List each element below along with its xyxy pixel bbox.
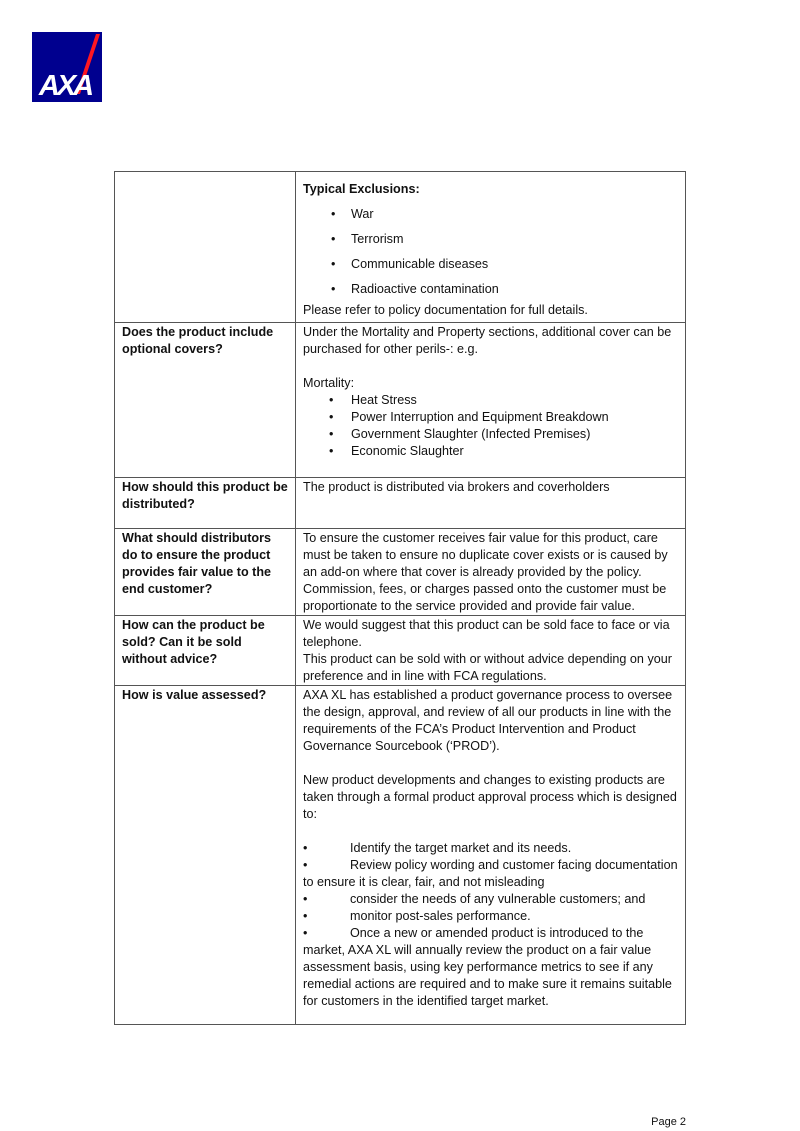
question-cell: How should this product be distributed? [115, 478, 296, 529]
empty-question-cell [115, 172, 296, 323]
list-item: • Radioactive contamination [303, 277, 678, 302]
list-item [303, 840, 678, 857]
answer-cell: To ensure the customer receives fair value for this product, care must be taken to ensure no duplicate cover exists or is caused by an add-on where that cover is already provided by the policy. Commission, fees, or charges passed onto the customer must be proportionate to the service provided and provide fair value. [296, 529, 686, 616]
exclusions-title: Typical Exclusions: [303, 182, 420, 196]
value-para-1: AXA XL has established a product governance process to oversee the design, approval, and review of all our products in line with the requirements of the FCA’s Product Intervention and Product Governance Sourcebook (‘PROD’). [303, 688, 673, 753]
optional-subheading: Mortality: [303, 376, 355, 390]
list-item-text: consider the needs of any vulnerable customers; and [350, 892, 646, 906]
list-item: • Government Slaughter (Infected Premises) [303, 426, 678, 443]
axa-logo [32, 32, 102, 102]
list-item [303, 891, 678, 908]
answer-cell [296, 323, 686, 478]
question-cell: How is value assessed? [115, 686, 296, 1025]
table-row-value-assessment [115, 686, 686, 1025]
question-cell: What should distributors do to ensure the product provides fair value to the end customer? [115, 529, 296, 616]
list-item [303, 857, 678, 891]
bullet-glyph: • [303, 909, 308, 923]
table-row-exclusions [115, 172, 686, 323]
exclusions-note: Please refer to policy documentation for full details. [303, 303, 588, 317]
list-item [303, 925, 678, 1010]
list-item: • War [303, 202, 678, 227]
answer-cell [296, 172, 686, 323]
exclusions-list [303, 202, 678, 302]
bullet-glyph: • [303, 841, 308, 855]
answer-cell: The product is distributed via brokers and coverholders [296, 478, 686, 529]
answer-cell [296, 616, 686, 686]
product-information-table [114, 171, 686, 1025]
list-item: • Communicable diseases [303, 252, 678, 277]
answer-cell [296, 686, 686, 1025]
advice-answer-1: We would suggest that this product can be sold face to face or via telephone. [303, 618, 670, 649]
table-row-advice [115, 616, 686, 686]
value-para-2: New product developments and changes to existing products are taken through a formal product approval process which is designed to: [303, 773, 677, 821]
list-item [303, 908, 678, 925]
table-row-optional-covers [115, 323, 686, 478]
table-row-distribution [115, 478, 686, 529]
bullet-glyph: • [303, 858, 308, 872]
optional-covers-list [303, 392, 678, 460]
list-item: • Terrorism [303, 227, 678, 252]
page-number: Page 2 [651, 1116, 686, 1128]
list-item-text: Identify the target market and its needs. [350, 841, 572, 855]
optional-intro: Under the Mortality and Property sections, additional cover can be purchased for other perils-: e.g. [303, 325, 672, 356]
question-cell: How can the product be sold? Can it be sold without advice? [115, 616, 296, 686]
list-item: • Economic Slaughter [303, 443, 678, 460]
advice-answer-2: This product can be sold with or without advice depending on your preference and in line with FCA regulations. [303, 652, 672, 683]
list-item-text: monitor post-sales performance. [350, 909, 531, 923]
list-item-text: Review policy wording and customer facing documentation to ensure it is clear, fair, and not misleading [303, 858, 678, 889]
list-item-text: Once a new or amended product is introduced to the market, AXA XL will annually review the product on a fair value assessment basis, using key performance metrics to see if any remedial actions are required and to make sure it remains suitable for customers in the identified target market. [303, 926, 672, 1008]
table-row-fair-value [115, 529, 686, 616]
list-item: • Power Interruption and Equipment Breakdown [303, 409, 678, 426]
svg-text:AXA: AXA [38, 70, 92, 102]
bullet-glyph: • [303, 892, 308, 906]
axa-logo-mark [32, 32, 102, 102]
list-item: • Heat Stress [303, 392, 678, 409]
question-cell: Does the product include optional covers? [115, 323, 296, 478]
bullet-glyph: • [303, 926, 308, 940]
